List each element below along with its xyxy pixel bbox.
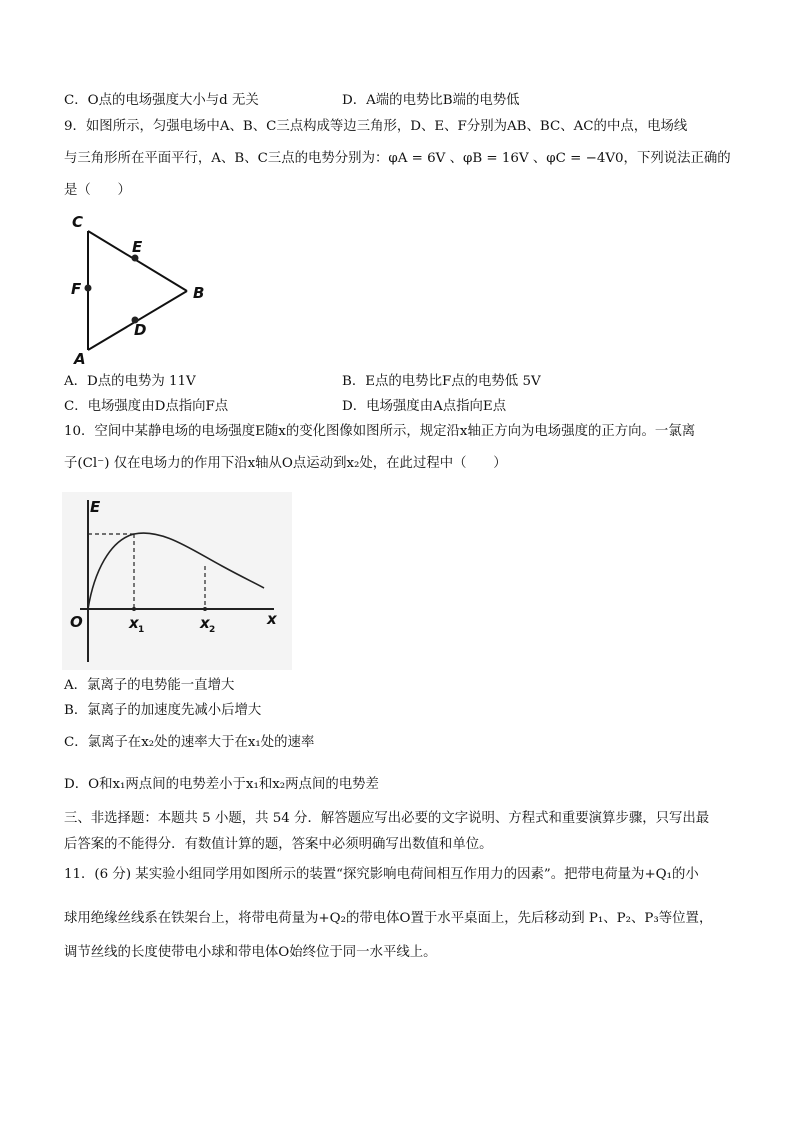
triangle-figure xyxy=(64,205,224,370)
q9-stem-line-2: 与三角形所在平面平行，A、B、C三点的电势分别为：φA = 6V 、φB = 16V 、φC = −4V0，下列说法正确的 xyxy=(64,151,731,166)
section-3-intro-line-1: 三、非选择题：本题共 5 小题，共 54 分．解答题应写出必要的文字说明、方程式和重要演算步骤，只写出最 xyxy=(64,811,710,826)
label-a: A xyxy=(74,350,86,368)
q11-stem-line-1: 11．(6 分) 某实验小组同学用如图所示的装置“探究影响电荷间相互作用力的因素”。把带电荷量为+Q₁的小 xyxy=(64,867,699,882)
label-e: E xyxy=(132,238,143,256)
e-x-graph xyxy=(62,492,292,670)
label-origin: O xyxy=(70,613,83,631)
label-f: F xyxy=(71,280,82,298)
x1-tick xyxy=(132,607,136,611)
q10-option-c: C．氯离子在x₂处的速率大于在x₁处的速率 xyxy=(64,735,315,750)
section-3-intro-line-2: 后答案的不能得分．有数值计算的题，答案中必须明确写出数值和单位。 xyxy=(64,837,493,852)
q9-option-b: B．E点的电势比F点的电势低 5V xyxy=(342,374,541,389)
q11-stem-line-2: 球用绝缘丝线系在铁架台上，将带电荷量为+Q₂的带电体O置于水平桌面上，先后移动到 P₁、P₂、P₃等位置， xyxy=(64,911,713,926)
label-x1: x xyxy=(129,614,139,632)
label-x1-subscript: 1 xyxy=(138,625,145,635)
q8-option-d: D．A端的电势比B端的电势低 xyxy=(342,93,520,108)
q10-option-d: D．O和x₁两点间的电势差小于x₁和x₂两点间的电势差 xyxy=(64,777,379,792)
label-c: C xyxy=(72,213,84,231)
q8-option-c: C．O点的电场强度大小与d 无关 xyxy=(64,93,259,108)
label-x2: x xyxy=(200,614,210,632)
q10-stem-line-1: 10．空间中某静电场的电场强度E随x的变化图像如图所示，规定沿x轴正方向为电场强度的正方向。一氯离 xyxy=(64,424,696,439)
q10-option-b: B．氯离子的加速度先减小后增大 xyxy=(64,703,262,718)
q10-option-a: A．氯离子的电势能一直增大 xyxy=(64,678,235,693)
label-d: D xyxy=(134,321,147,339)
q11-stem-line-3: 调节丝线的长度使带电小球和带电体O始终位于同一水平线上。 xyxy=(64,945,437,960)
label-x-axis: x xyxy=(267,610,277,628)
q10-stem-line-2: 子(Cl⁻) 仅在电场力的作用下沿x轴从O点运动到x₂处，在此过程中（ ） xyxy=(64,456,507,471)
q9-option-a: A．D点的电势为 11V xyxy=(64,374,196,389)
x2-tick xyxy=(203,607,207,611)
q9-stem-line-1: 9．如图所示，匀强电场中A、B、C三点构成等边三角形，D、E、F分别为AB、BC、AC的中点，电场线 xyxy=(64,119,688,134)
point-f xyxy=(85,285,92,292)
q9-option-c: C．电场强度由D点指向F点 xyxy=(64,399,229,414)
label-x2-subscript: 2 xyxy=(209,625,216,635)
q9-stem-line-3: 是（ ） xyxy=(64,183,131,198)
q9-option-d: D．电场强度由A点指向E点 xyxy=(342,399,507,414)
label-e-axis: E xyxy=(90,498,101,516)
graph-background xyxy=(62,492,292,670)
label-b: B xyxy=(193,284,205,302)
